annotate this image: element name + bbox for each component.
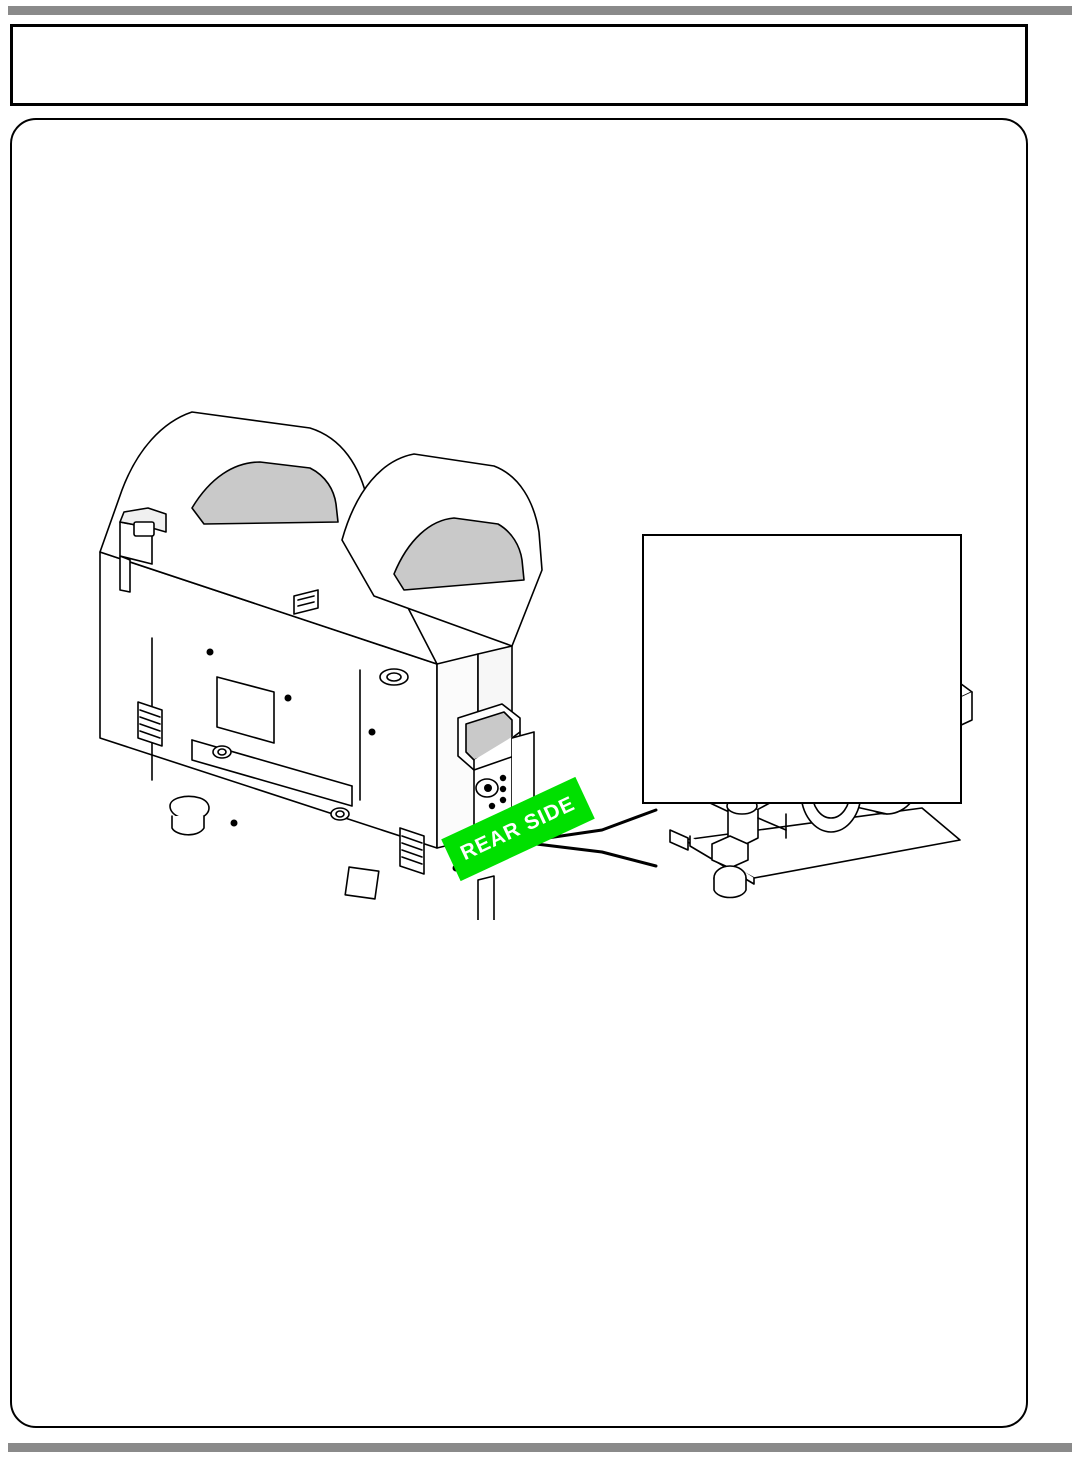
header-title-box — [10, 24, 1028, 106]
detail-inset-box — [642, 534, 962, 804]
rear-side-banner-slab — [441, 777, 595, 881]
top-rule — [8, 6, 1072, 15]
rear-side-banner — [452, 788, 586, 888]
content-frame — [10, 118, 1028, 1428]
bottom-rule — [8, 1443, 1072, 1452]
rear-side-banner-label: REAR SIDE — [457, 792, 579, 866]
